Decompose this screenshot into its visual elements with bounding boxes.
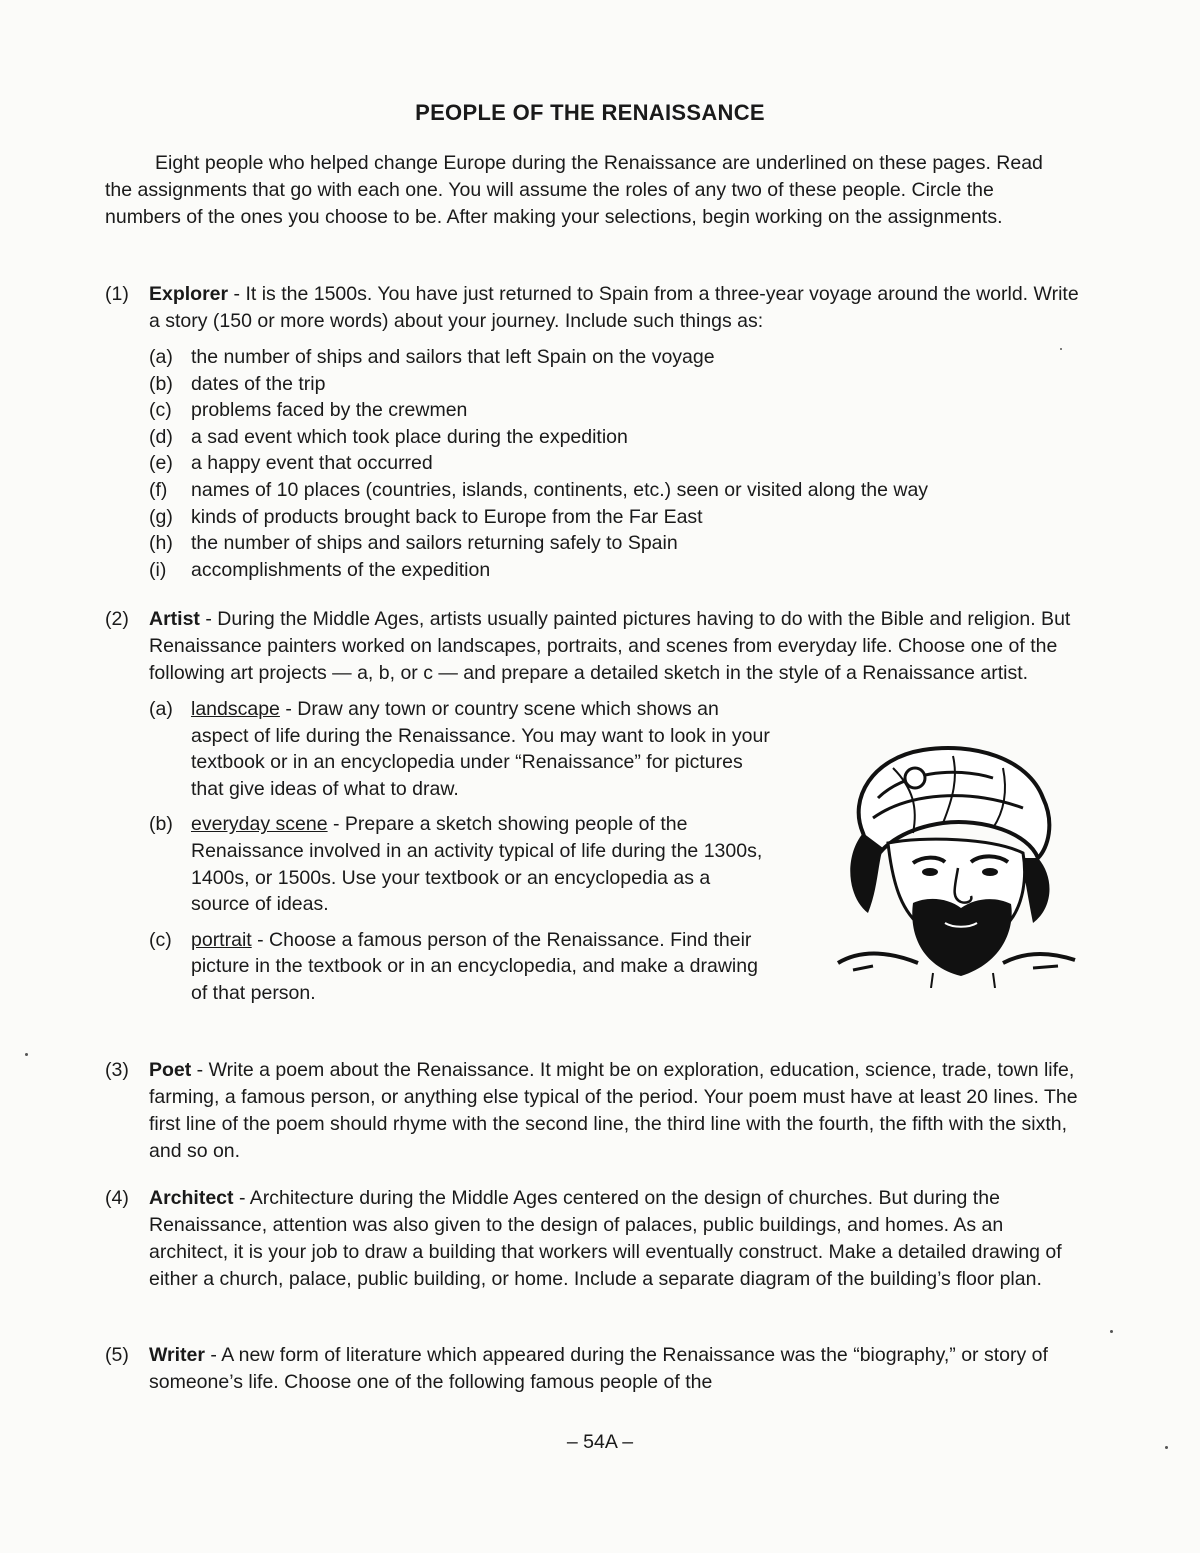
section-description: - It is the 1500s. You have just returned to Spain from a three-year voyage around the world. Write a story (150 or more words) about your journey. Include such things as:: [149, 283, 1079, 332]
item-label: (i): [149, 558, 167, 581]
item-text: the number of ships and sailors that left Spain on the voyage: [191, 346, 715, 368]
section-text: [149, 1185, 1080, 1293]
item-label: (c): [149, 399, 172, 422]
page-title: PEOPLE OF THE RENAISSANCE: [415, 100, 765, 125]
role-name: Explorer: [149, 283, 229, 305]
list-item: [149, 927, 774, 1007]
scan-speck: [1110, 1330, 1113, 1333]
item-text: a sad event which took place during the expedition: [191, 425, 628, 448]
list-item: [149, 424, 1080, 451]
item-label: (h): [149, 532, 173, 555]
section-number: (1): [105, 283, 129, 305]
section-explorer: [105, 281, 1080, 583]
item-text: problems faced by the crewmen: [191, 399, 468, 422]
scan-speck: [1165, 1446, 1168, 1449]
item-label: (b): [149, 813, 173, 836]
list-item: [149, 811, 774, 917]
section-number: (5): [105, 1344, 129, 1366]
artist-list: [149, 696, 774, 1007]
item-label: (c): [149, 928, 172, 951]
item-text: the number of ships and sailors returning safely to Spain: [191, 532, 678, 555]
item-label: (e): [149, 452, 173, 475]
section-description: - During the Middle Ages, artists usually painted pictures having to do with the Bible and religion. But Renaissance painters worked on landscapes, portraits, and scenes from everyday life. Choose one of the following art projects — a, b, or c — and prepare a detailed sketch in the style of a Renaissance artist.: [149, 608, 1071, 684]
page-number: – 54A –: [566, 1431, 634, 1453]
item-label: (d): [149, 425, 173, 448]
scan-speck: [25, 1053, 28, 1056]
list-item: [149, 450, 1080, 477]
explorer-list: [149, 344, 1080, 583]
item-term: landscape: [191, 698, 280, 720]
section-writer: [105, 1342, 1080, 1396]
list-item: [149, 371, 1080, 398]
section-description: - A new form of literature which appeared during the Renaissance was the “biography,” or story of someone’s life. Choose one of the following famous people of the: [149, 1344, 1048, 1393]
item-label: (g): [149, 505, 173, 528]
section-architect: [105, 1185, 1080, 1293]
role-name: Architect: [149, 1187, 234, 1209]
item-text: kinds of products brought back to Europe from the Far East: [191, 505, 703, 528]
item-term: portrait: [191, 928, 252, 951]
item-label: (a): [149, 346, 173, 368]
item-text: - Prepare a sketch showing people of the Renaissance involved in an activity typical of life during the 1300s, 1400s, or 1500s. Use your textbook or an encyclopedia as a source of ideas.: [191, 813, 763, 916]
list-item: [149, 557, 1080, 584]
list-item: [149, 397, 1080, 424]
section-description: - Write a poem about the Renaissance. It might be on exploration, education, science, trade, town life, farming, a famous person, or anything else typical of the period. Your poem must have at least 20 lines. The first line of the poem should rhyme with the second line, the third line with the fourth, the fifth with the sixth, and so on.: [149, 1059, 1078, 1162]
item-text: - Choose a famous person of the Renaissance. Find their picture in the textbook or in an encyclopedia, and make a drawing of that person.: [191, 928, 758, 1004]
list-item: [149, 530, 1080, 557]
item-term: everyday scene: [191, 813, 328, 836]
renaissance-man-illustration: [833, 738, 1078, 988]
item-text: dates of the trip: [191, 372, 326, 395]
list-item: [149, 344, 1080, 371]
section-description: - Architecture during the Middle Ages centered on the design of churches. But during the Renaissance, attention was also given to the design of palaces, public buildings, and homes. As an architect, it is your job to draw a building that workers will eventually construct. Make a detailed drawing of either a church, palace, public building, or home. Include a separate diagram of the building’s floor plan.: [149, 1187, 1062, 1290]
item-label: (f): [149, 478, 168, 501]
section-poet: [105, 1057, 1080, 1165]
list-item: [149, 477, 1080, 504]
item-label: (a): [149, 698, 173, 720]
section-text: [149, 1057, 1080, 1165]
section-number: (3): [105, 1059, 129, 1081]
list-item: [149, 504, 1080, 531]
item-text: - Draw any town or country scene which shows an aspect of life during the Renaissance. You may want to look in your textbook or in an encyclopedia under “Renaissance” for pictures that give ideas of what to draw.: [191, 698, 770, 800]
list-item: [149, 696, 774, 802]
intro-paragraph: Eight people who helped change Europe during the Renaissance are underlined on these pages. Read the assignments that go with each one. You will assume the roles of any two of these people. Circle the numbers of the ones you choose to be. After making your selections, begin working on the assignments.: [105, 152, 1043, 228]
section-text: [149, 606, 1080, 687]
scan-speck: [1060, 348, 1062, 350]
section-number: (2): [105, 608, 129, 630]
item-text: names of 10 places (countries, islands, continents, etc.) seen or visited along the way: [191, 478, 929, 501]
item-text: accomplishments of the expedition: [191, 558, 491, 581]
section-text: [149, 281, 1080, 335]
section-text: [149, 1342, 1080, 1396]
role-name: Poet: [149, 1059, 192, 1081]
item-label: (b): [149, 372, 173, 395]
section-number: (4): [105, 1187, 129, 1209]
role-name: Writer: [149, 1344, 205, 1366]
role-name: Artist: [149, 608, 200, 630]
item-text: a happy event that occurred: [191, 452, 433, 475]
